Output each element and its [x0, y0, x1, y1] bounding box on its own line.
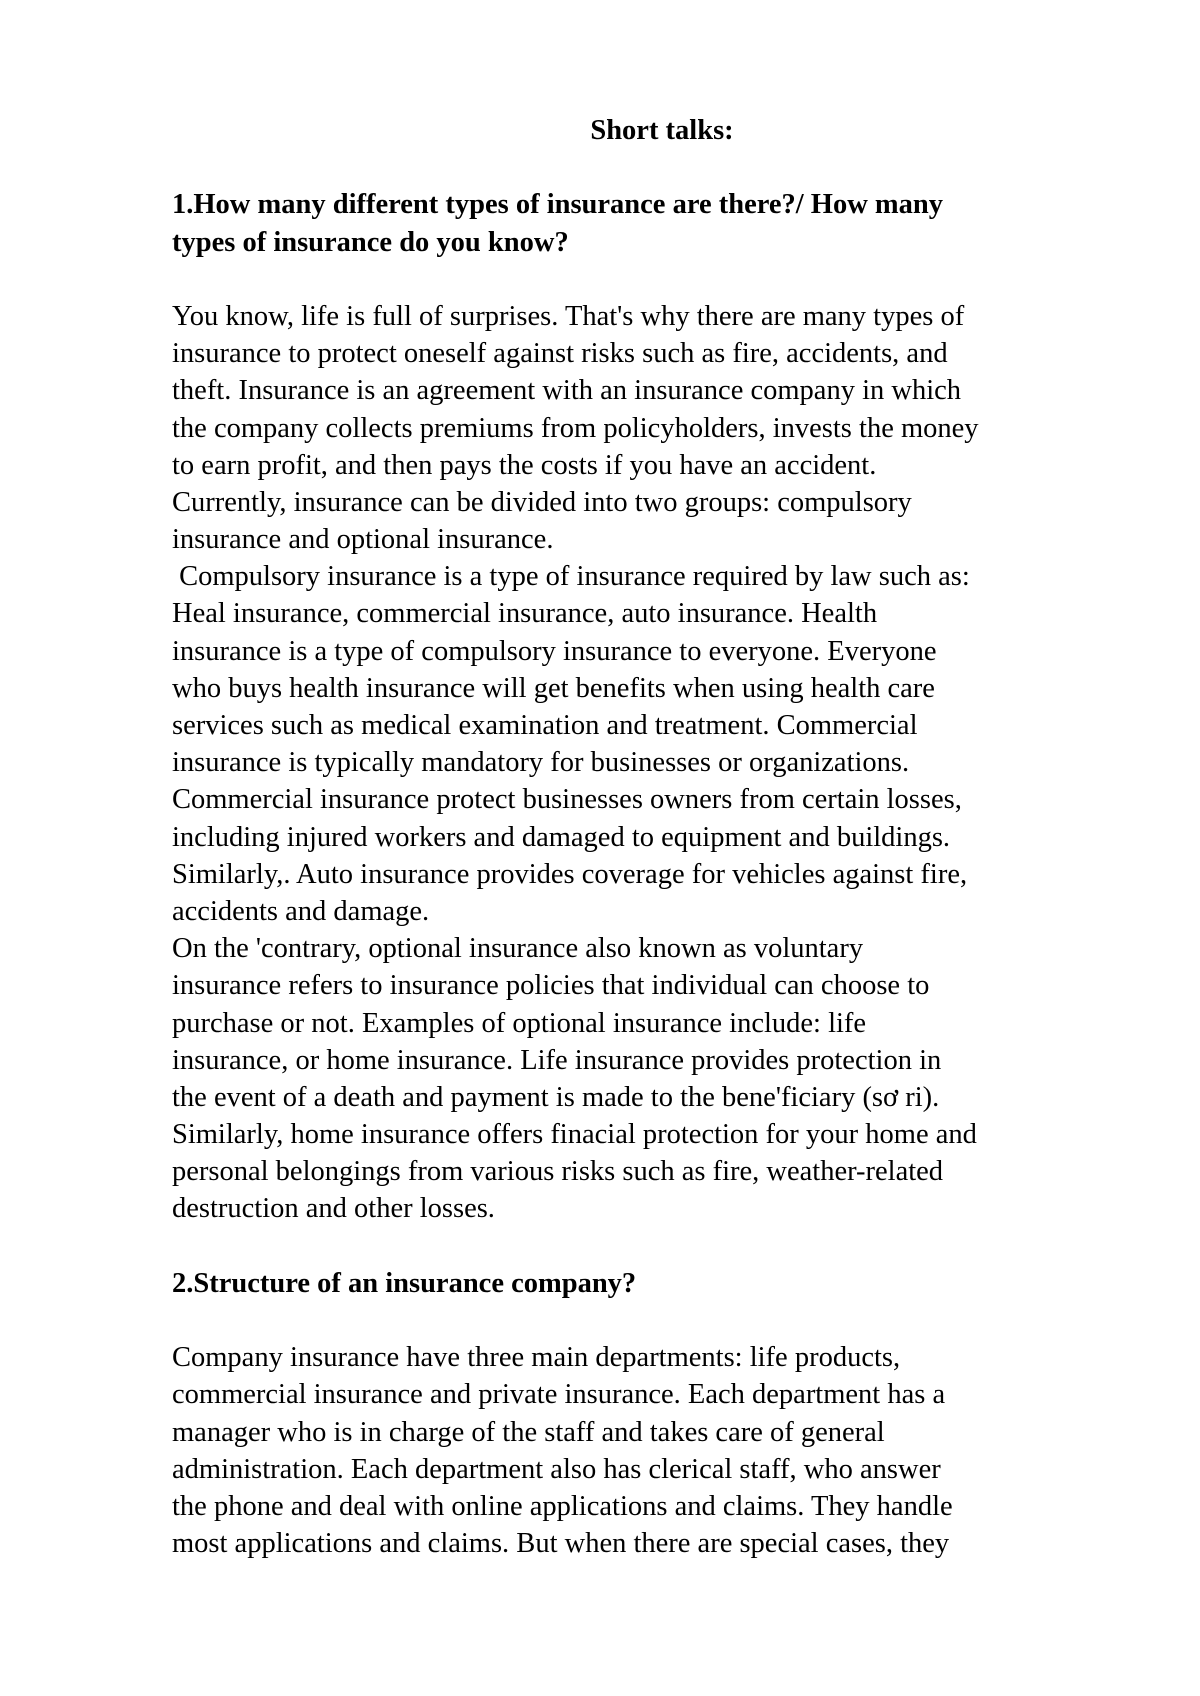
body-line: personal belongings from various risks such as fire, weather-related [172, 1156, 944, 1188]
body-line: the event of a death and payment is made to the bene'ficiary (sơ ri). [172, 1081, 940, 1113]
heading-line: 2.Structure of an insurance company? [172, 1267, 637, 1299]
body-line: insurance is a type of compulsory insurance to everyone. Everyone [172, 635, 937, 667]
body-line: You know, life is full of surprises. That's why there are many types of [172, 300, 965, 332]
body-line: Commercial insurance protect businesses owners from certain losses, [172, 784, 962, 816]
body-line: the phone and deal with online applications and claims. They handle [172, 1490, 953, 1522]
section-1-heading [172, 186, 1102, 260]
spacer [172, 149, 1102, 186]
body-line: insurance to protect oneself against risks such as fire, accidents, and [172, 338, 948, 370]
body-line: Company insurance have three main departments: life products, [172, 1342, 901, 1374]
heading-line: types of insurance do you know? [172, 226, 569, 258]
body-line: Currently, insurance can be divided into two groups: compulsory [172, 486, 912, 518]
body-line: insurance refers to insurance policies that individual can choose to [172, 970, 930, 1002]
section-2 [172, 1265, 1102, 1563]
body-line: who buys health insurance will get benefits when using health care [172, 672, 935, 704]
body-line: including injured workers and damaged to equipment and buildings. [172, 821, 951, 853]
body-line: insurance, or home insurance. Life insurance provides protection in [172, 1044, 942, 1076]
body-line: services such as medical examination and treatment. Commercial [172, 710, 918, 741]
body-line: Heal insurance, commercial insurance, auto insurance. Health [172, 598, 878, 630]
body-line: destruction and other losses. [172, 1193, 495, 1225]
section-1-body [172, 298, 1102, 1228]
body-line: On the 'contrary, optional insurance also known as voluntary [172, 933, 864, 965]
page-title: Short talks: [590, 115, 734, 146]
spacer [172, 1302, 1102, 1339]
body-line: to earn profit, and then pays the costs if you have an accident. [172, 449, 877, 481]
spacer [172, 261, 1102, 298]
body-line: accidents and damage. [172, 895, 430, 927]
heading-line: 1.How many different types of insurance are there?/ How many [172, 189, 944, 221]
body-line: manager who is in charge of the staff and takes care of general [172, 1416, 885, 1448]
body-line: purchase or not. Examples of optional insurance include: life [172, 1007, 867, 1039]
body-line: Similarly, home insurance offers finacial protection for your home and [172, 1119, 977, 1151]
body-line: insurance is typically mandatory for businesses or organizations. [172, 747, 910, 779]
spacer [172, 1228, 1102, 1265]
body-line: Similarly,. Auto insurance provides coverage for vehicles against fire, [172, 858, 968, 890]
section-2-body [172, 1339, 1102, 1562]
body-line: Compulsory insurance is a type of insurance required by law such as: [172, 561, 970, 593]
body-line: commercial insurance and private insurance. Each department has a [172, 1379, 946, 1411]
section-1 [172, 186, 1102, 1227]
document-page [172, 112, 1102, 1562]
body-line: administration. Each department also has clerical staff, who answer [172, 1453, 941, 1485]
body-line: most applications and claims. But when there are special cases, they [172, 1528, 950, 1560]
body-line: theft. Insurance is an agreement with an insurance company in which [172, 375, 962, 407]
body-line: the company collects premiums from policyholders, invests the money [172, 412, 979, 444]
body-line: insurance and optional insurance. [172, 524, 554, 556]
section-2-heading [172, 1265, 1102, 1302]
